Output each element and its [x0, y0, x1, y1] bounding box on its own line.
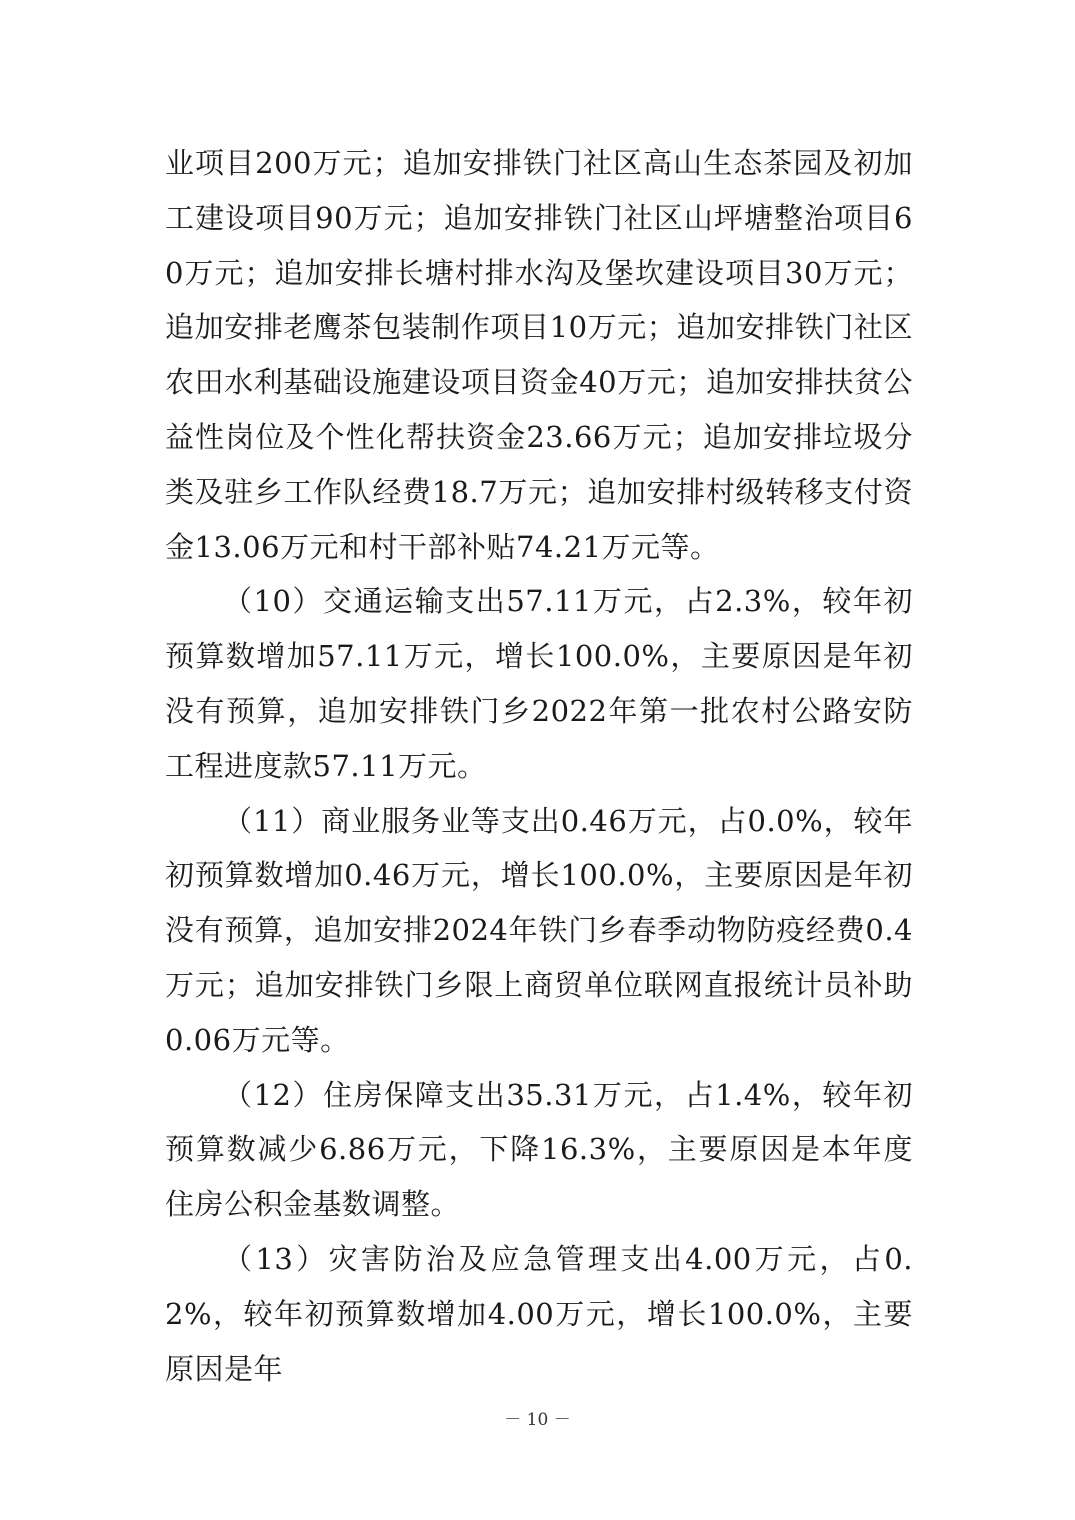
paragraph-item-10-transport: （10）交通运输支出57.11万元，占2.3%，较年初预算数增加57.11万元，增长100.0%，主要原因是年初没有预算，追加安排铁门乡2022年第一批农村公路安防工程进度款57.11万元。 — [165, 584, 913, 783]
paragraph-item-11-commerce: （11）商业服务业等支出0.46万元，占0.0%，较年初预算数增加0.46万元，增长100.0%，主要原因是年初没有预算，追加安排2024年铁门乡春季动物防疫经费0.4万元；追加安排铁门乡限上商贸单位联网直报统计员补助0.06万元等。 — [165, 803, 913, 1057]
paragraph-item-13-disaster: （13）灾害防治及应急管理支出4.00万元，占0.2%，较年初预算数增加4.00万元，增长100.0%，主要原因是年 — [165, 1241, 913, 1386]
paragraph-continued: 业项目200万元；追加安排铁门社区高山生态茶园及初加工建设项目90万元；追加安排铁门社区山坪塘整治项目60万元；追加安排长塘村排水沟及堡坎建设项目30万元；追加安排老鹰茶包装制作项目10万元；追加安排铁门社区农田水利基础设施建设项目资金40万元；追加安排扶贫公益性岗位及个性化帮扶资金23.66万元；追加安排垃圾分类及驻乡工作队经费18.7万元；追加安排村级转移支付资金13.06万元和村干部补贴74.21万元等。 — [165, 146, 913, 564]
page-number: － 10 － — [504, 1410, 571, 1430]
body-text — [165, 136, 913, 1396]
paragraph-item-12-housing: （12）住房保障支出35.31万元，占1.4%，较年初预算数减少6.86万元，下降16.3%，主要原因是本年度住房公积金基数调整。 — [165, 1077, 913, 1222]
